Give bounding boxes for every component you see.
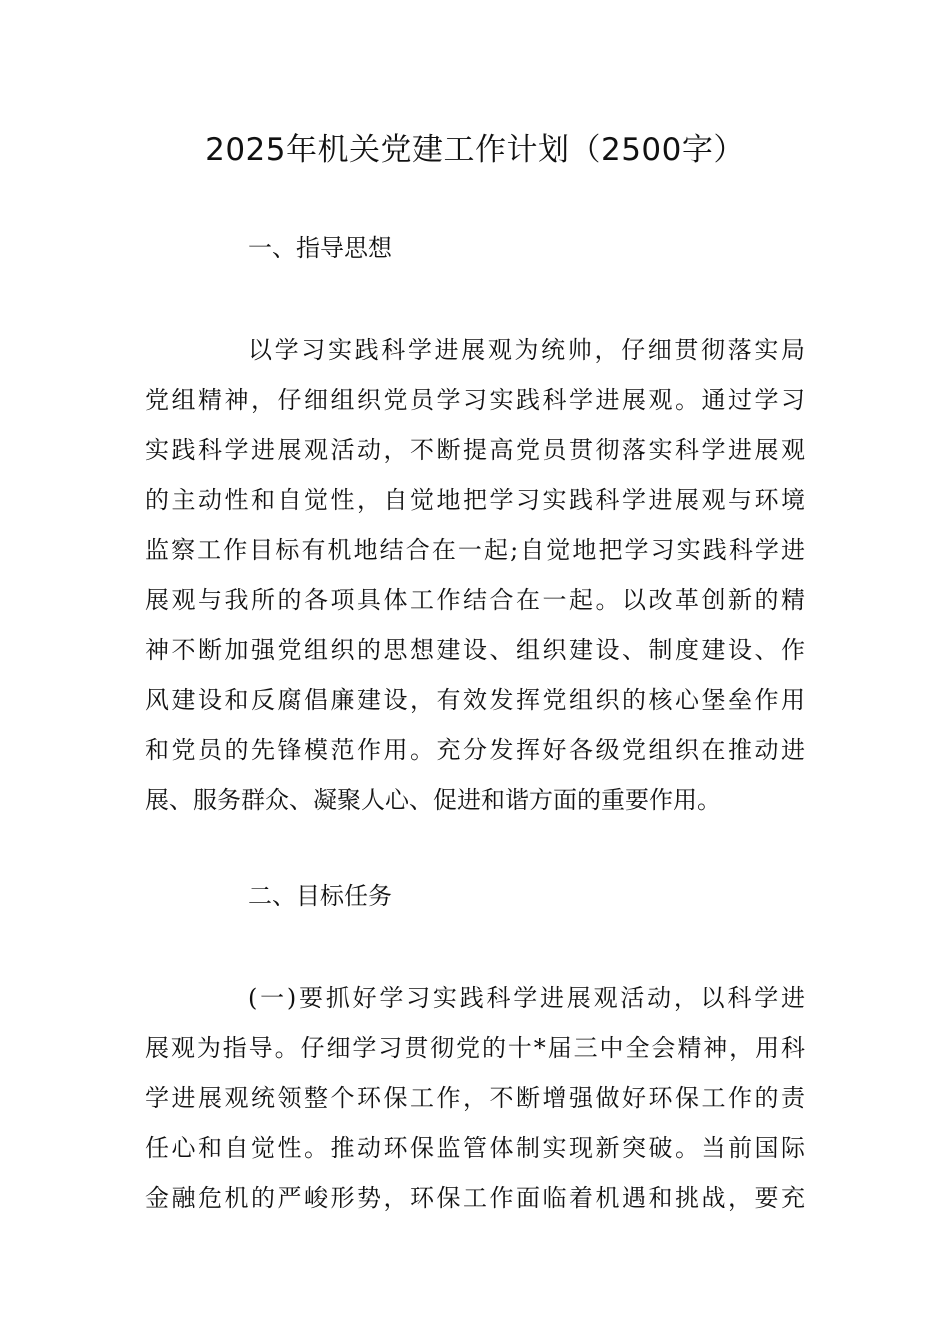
section-heading-goals-tasks: 二、目标任务: [248, 882, 392, 910]
paragraph-line: 金融危机的严峻形势，环保工作面临着机遇和挑战，要充: [145, 1184, 805, 1212]
paragraph-line: 展、服务群众、凝聚人心、促进和谐方面的重要作用。: [145, 786, 721, 814]
paragraph-line: 展观与我所的各项具体工作结合在一起。以改革创新的精: [145, 586, 805, 614]
paragraph-line: 实践科学进展观活动，不断提高党员贯彻落实科学进展观: [145, 436, 805, 464]
guiding-ideology-paragraph: [145, 325, 805, 825]
paragraph-line: 风建设和反腐倡廉建设，有效发挥党组织的核心堡垒作用: [145, 686, 805, 714]
paragraph-line: 和党员的先锋模范作用。充分发挥好各级党组织在推动进: [145, 736, 805, 764]
paragraph-line: (一)要抓好学习实践科学进展观活动，以科学进: [248, 984, 805, 1012]
paragraph-line: 展观为指导。仔细学习贯彻党的十*届三中全会精神，用科: [145, 1034, 805, 1062]
goals-tasks-paragraph: [145, 973, 805, 1223]
paragraph-line: 以学习实践科学进展观为统帅，仔细贯彻落实局: [248, 336, 805, 364]
paragraph-line: 监察工作目标有机地结合在一起;自觉地把学习实践科学进: [145, 536, 805, 564]
paragraph-line: 学进展观统领整个环保工作，不断增强做好环保工作的责: [145, 1084, 805, 1112]
document-title: 2025年机关党建工作计划（2500字）: [205, 132, 745, 168]
paragraph-line: 任心和自觉性。推动环保监管体制实现新突破。当前国际: [145, 1134, 805, 1162]
paragraph-line: 的主动性和自觉性，自觉地把学习实践科学进展观与环境: [145, 486, 805, 514]
section-heading-guiding-ideology: 一、指导思想: [248, 234, 392, 262]
paragraph-line: 神不断加强党组织的思想建设、组织建设、制度建设、作: [145, 636, 805, 664]
paragraph-line: 党组精神，仔细组织党员学习实践科学进展观。通过学习: [145, 386, 805, 414]
